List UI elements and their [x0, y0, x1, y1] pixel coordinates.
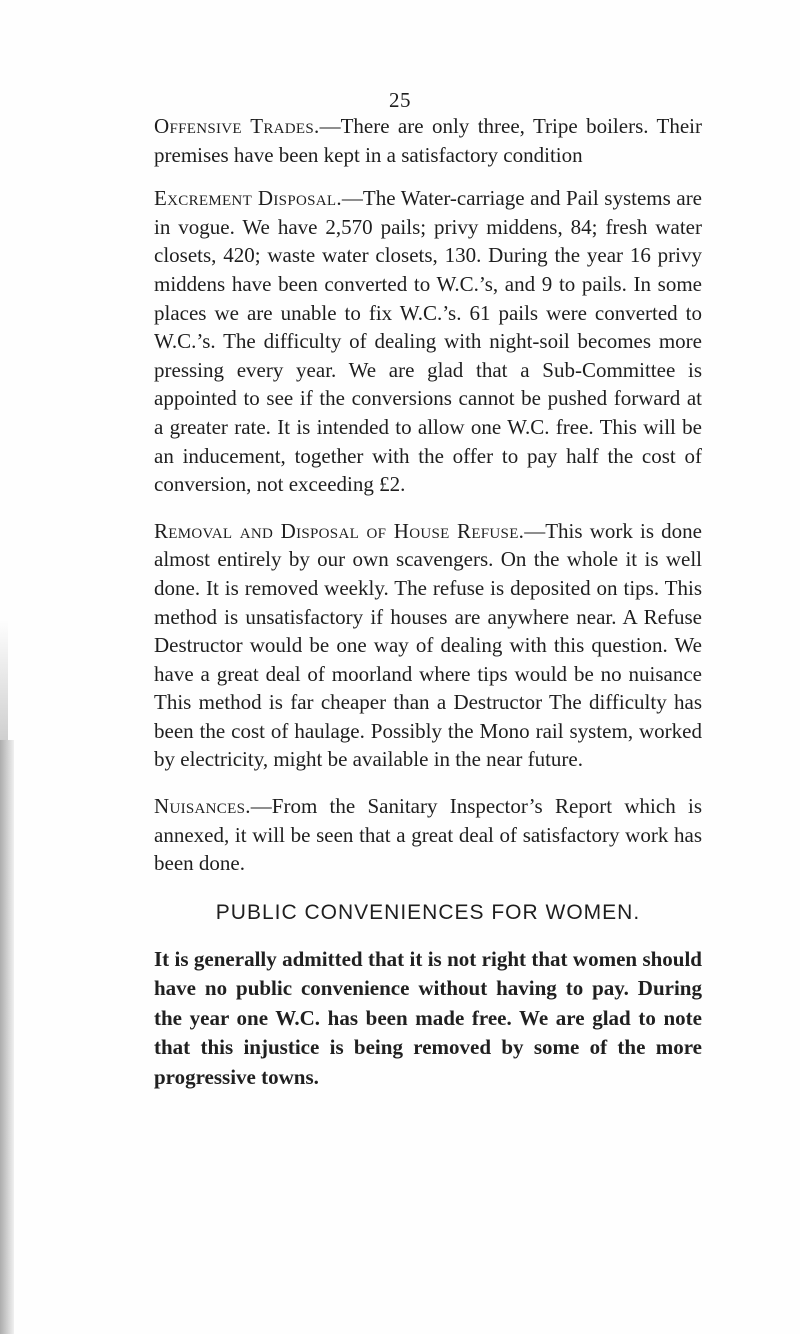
text-public-conveniences: It is generally admitted that it is not right that women should have no public convenience without having to pay. During the year one W.C. has been made free. We are glad to note that this injustice is being removed by some of the more progressive towns.: [154, 946, 702, 1089]
page-body: [154, 112, 702, 1092]
heading-nuisances: Nuisances.: [154, 794, 251, 819]
paragraph-nuisances: [154, 792, 702, 878]
paragraph-excrement-disposal: [154, 184, 702, 499]
text-refuse-removal: —This work is done almost entirely by our own scavengers. On the whole it is well done. It is removed weekly. The refuse is deposited on tips. This method is unsatisfactory if houses are anywhere near. A Refuse Destructor would be one way of dealing with this question. We have a great deal of moorland where tips would be no nuisance This method is far cheaper than a Destructor The difficulty has been the cost of haulage. Possibly the Mono rail system, worked by electricity, might be available in the near future.: [154, 518, 702, 772]
text-excrement-disposal: —The Water-carriage and Pail systems are in vogue. We have 2,570 pails; privy middens, 84; fresh water closets, 420; waste water closets, 130. During the year 16 privy middens have been converted to W.C.’s, and 9 to pails. In some places we are unable to fix W.C.’s. 61 pails were converted to W.C.’s. The difficulty of dealing with night-soil becomes more pressing every year. We are glad that a Sub-Committee is appointed to see if the conversions cannot be pushed forward at a greater rate. It is intended to allow one W.C. free. This will be an inducement, together with the offer to pay half the cost of conversion, not exceeding £2.: [154, 186, 703, 497]
page-edge-shadow: [0, 740, 14, 1334]
page-number: 25: [389, 88, 411, 112]
text-offensive-trades: —There are only three, Tripe boilers. Their premises have been kept in a satisfactory condition: [154, 114, 702, 167]
heading-offensive-trades: Offensive Trades.: [154, 114, 320, 138]
text-nuisances: —From the Sanitary Inspector’s Report which is annexed, it will be seen that a great deal of satisfactory work has been done.: [154, 794, 702, 876]
heading-excrement-disposal: Excrement Disposal.: [154, 186, 342, 211]
paragraph-offensive-trades: [154, 112, 702, 169]
heading-refuse-removal: Removal and Disposal of House Refuse.: [154, 518, 525, 543]
heading-public-conveniences: PUBLIC CONVENIENCES FOR WOMEN.: [215, 900, 641, 924]
paragraph-refuse-removal: [154, 517, 702, 774]
page-edge-shadow-top: [0, 620, 8, 740]
